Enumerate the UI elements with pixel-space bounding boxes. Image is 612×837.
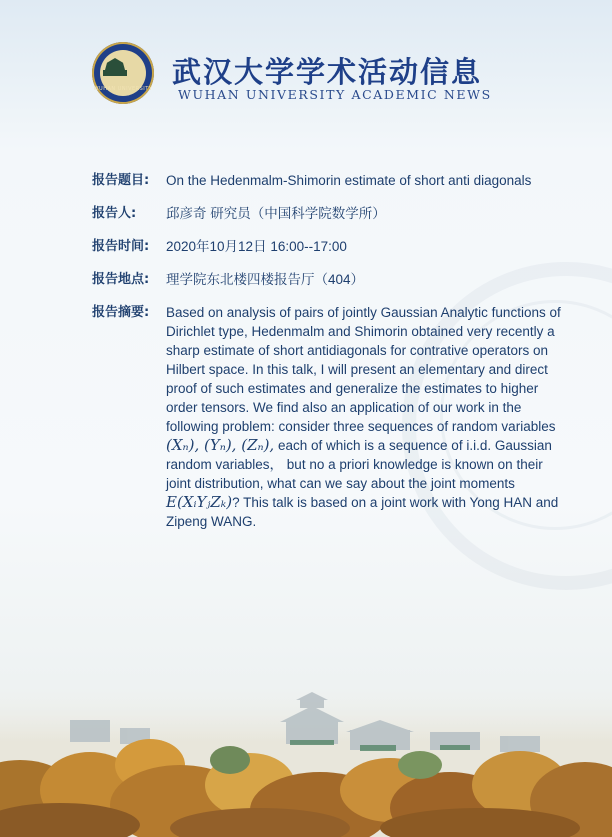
report-title-label: 报告题目: [92,173,150,188]
abstract-text-2: each of which is a sequence of i.i.d. Gaussian random variables， but no a priori knowledge is known on their joint distribution, what can we say about the joint moments [166,438,552,491]
place-row [92,270,562,289]
time-value: 2020年10月12日 16:00--17:00 [166,239,347,254]
header-title-english: WUHAN UNIVERSITY ACADEMIC NEWS [178,87,492,102]
abstract-text-1: Based on analysis of pairs of jointly Gaussian Analytic functions of Dirichlet type, Hedenmalm and Shimorin obtained very recently a sharp estimate of short antidiagonals for contrative operators on Hilbert space. In this talk, I will present an elementary and direct proof of such estimates and generalize the estimates to higher order tensors. We find also an application of our work in the following problem: consider three sequences of random variables [166,305,561,434]
abstract-text-3: ? This talk is based on a joint work with Yong HAN and Zipeng WANG. [166,495,559,529]
time-row [92,237,562,256]
report-info [92,171,562,545]
report-title-row [92,171,562,190]
emblem-building-base [103,70,127,76]
speaker-row [92,204,562,223]
speaker-label: 报告人: [92,206,137,221]
abstract-row [92,303,562,531]
abstract-math-sequences: (Xₙ), (Yₙ), (Zₙ), [166,436,275,454]
place-label: 报告地点: [92,272,150,287]
campus-scenery [0,690,612,837]
report-title-value: On the Hedenmalm-Shimorin estimate of short anti diagonals [166,173,532,188]
abstract-label: 报告摘要: [92,305,150,320]
university-emblem-icon [92,42,154,104]
speaker-value: 邱彦奇 研究员（中国科学院数学所） [166,206,386,221]
place-value: 理学院东北楼四楼报告厅（404） [166,272,365,287]
header-title-chinese: 武汉大学学术活动信息 [172,55,483,89]
abstract-math-moments: E(XᵢYⱼZₖ) [166,493,233,511]
time-label: 报告时间: [92,239,150,254]
abstract-value [166,303,562,531]
emblem-ring-text: WUHAN UNIVERSITY [93,86,153,92]
